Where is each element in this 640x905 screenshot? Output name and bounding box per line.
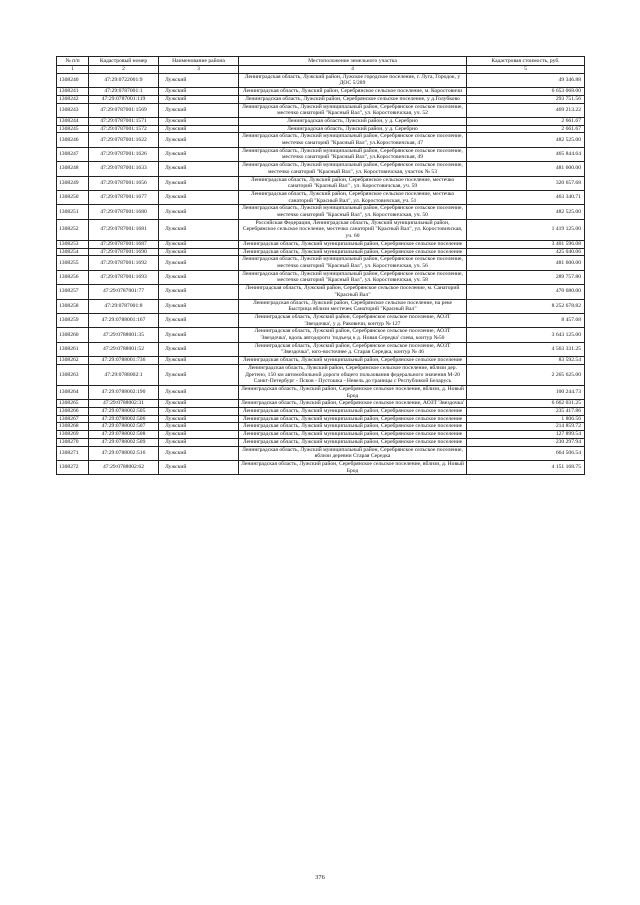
cadastral-number-cell: 47:29:0788002:506 — [89, 415, 159, 423]
district-name-cell: Лужский — [159, 385, 239, 399]
row-number-cell: 1308267 — [57, 415, 89, 423]
col-num-1: 1 — [57, 66, 89, 74]
table-row — [57, 431, 585, 439]
district-name-cell: Лужский — [159, 147, 239, 161]
location-cell: Ленинградская область, Лужский район, Серебрянское сельское поселение, вблизи, д. Новый Брод — [239, 460, 467, 474]
cadastral-cost-cell: 289 757.80 — [467, 270, 585, 284]
cadastral-cost-cell: 2 661.67 — [467, 125, 585, 133]
table-row — [57, 299, 585, 313]
row-number-cell: 1308242 — [57, 95, 89, 103]
cadastral-number-cell: 47:29:0787001:1690 — [89, 248, 159, 256]
cadastral-cost-cell: 235 417.86 — [467, 408, 585, 416]
cadastral-cost-cell: 469 213.22 — [467, 103, 585, 117]
location-cell: Ленинградская область, Лужский муниципальный район, Серебрянское сельское поселение, вблизи деревни Старая Середка — [239, 446, 467, 460]
table-row — [57, 205, 585, 219]
location-cell: Ленинградская область, Лужский муниципальный район, Серебрянское сельское поселение — [239, 438, 467, 446]
district-name-cell: Лужский — [159, 342, 239, 356]
table-row — [57, 103, 585, 117]
cadastral-cost-cell: 481 600.00 — [467, 162, 585, 176]
row-number-cell: 1308258 — [57, 299, 89, 313]
cadastral-cost-cell: 425 040.06 — [467, 248, 585, 256]
row-number-cell: 1308244 — [57, 117, 89, 125]
district-name-cell: Лужский — [159, 248, 239, 256]
table-row — [57, 285, 585, 299]
district-name-cell: Лужский — [159, 408, 239, 416]
location-cell: Ленинградская область, Лужский район, Серебрянское сельское поселение, АОЗТ 'Звездочка', вдоль автодороги 'подъезд к д. Новая Середка' слева, контур №50 — [239, 328, 467, 342]
cadastral-number-cell: 47:29:0787001:1 — [89, 88, 159, 96]
cadastral-number-cell: 47:29:0788002:62 — [89, 460, 159, 474]
table-row — [57, 415, 585, 423]
row-number-cell: 1308243 — [57, 103, 89, 117]
table-row — [57, 328, 585, 342]
cadastral-cost-cell: 481 600.00 — [467, 256, 585, 270]
row-number-cell: 1308255 — [57, 256, 89, 270]
cadastral-cost-cell: 463 340.71 — [467, 190, 585, 204]
table-row — [57, 385, 585, 399]
district-name-cell: Лужский — [159, 162, 239, 176]
table-row — [57, 400, 585, 408]
cadastral-cost-cell: 8 457.68 — [467, 313, 585, 327]
row-number-cell: 1308259 — [57, 313, 89, 327]
location-cell: Ленинградская область, Лужский район, Серебрянское сельское поселение, м. Коростовичи — [239, 88, 467, 96]
row-number-cell: 1308257 — [57, 285, 89, 299]
row-number-cell: 1308269 — [57, 431, 89, 439]
cadastral-number-cell: 47:29:0787001:1693 — [89, 270, 159, 284]
cadastral-number-cell: 47:29:0788002:505 — [89, 408, 159, 416]
cadastral-number-cell: 47:29:0787001:8 — [89, 299, 159, 313]
district-name-cell: Лужский — [159, 285, 239, 299]
location-cell: Ленинградская область, Лужский район, Серебрянское сельское поселение, местечко санаторий "Красный Вал", ул. Коростовичская, уч. 51 — [239, 190, 467, 204]
district-name-cell: Лужский — [159, 299, 239, 313]
district-name-cell: Лужский — [159, 95, 239, 103]
district-name-cell: Лужский — [159, 117, 239, 125]
district-name-cell: Лужский — [159, 270, 239, 284]
table-row — [57, 133, 585, 147]
col-num-4: 4 — [239, 66, 467, 74]
table-row — [57, 162, 585, 176]
cadastral-cost-cell: 214 859.72 — [467, 423, 585, 431]
row-number-cell: 1308240 — [57, 73, 89, 87]
row-number-cell: 1308241 — [57, 88, 89, 96]
row-number-cell: 1308272 — [57, 460, 89, 474]
cadastral-cost-cell: 320 657.68 — [467, 176, 585, 190]
cadastral-number-cell: 47:29:0787001:1681 — [89, 219, 159, 240]
district-name-cell: Лужский — [159, 313, 239, 327]
row-number-cell: 1308268 — [57, 423, 89, 431]
cadastral-cost-cell: 465 844.64 — [467, 147, 585, 161]
cadastral-number-cell: 47:29:0788002:516 — [89, 446, 159, 460]
cadastral-cost-cell: 1 806.56 — [467, 415, 585, 423]
cadastral-number-cell: 47:29:0788001:52 — [89, 342, 159, 356]
header-row — [57, 57, 585, 66]
table-body — [57, 73, 585, 475]
district-name-cell: Лужский — [159, 328, 239, 342]
district-name-cell: Лужский — [159, 256, 239, 270]
location-cell: Ленинградская область, Лужский муниципальный район, Серебрянское сельское поселение — [239, 248, 467, 256]
table-row — [57, 95, 585, 103]
cadastral-cost-cell: 482 525.00 — [467, 205, 585, 219]
table-row — [57, 240, 585, 248]
location-cell: Ленинградская область, Лужский муниципальный район, Серебрянское сельское поселение — [239, 408, 467, 416]
location-cell: Ленинградская область, Лужский муниципальный район, Серебрянское сельское поселение, местечко санаторий "Красный Вал", ул. Коростовичская, уч. 50 — [239, 205, 467, 219]
location-cell: Ленинградская область, Лужский район, Лужское городское поселение, г. Луга, Городок, у ДОС 5/289 — [239, 73, 467, 87]
table-row — [57, 248, 585, 256]
cadastral-number-cell: 47:29:0787001:1677 — [89, 190, 159, 204]
cadastral-cost-cell: 83 592.54 — [467, 357, 585, 365]
table-row — [57, 147, 585, 161]
district-name-cell: Лужский — [159, 133, 239, 147]
row-number-cell: 1308249 — [57, 176, 89, 190]
table-row — [57, 219, 585, 240]
district-name-cell: Лужский — [159, 240, 239, 248]
cadastral-cost-cell: 230 297.94 — [467, 438, 585, 446]
row-number-cell: 1308266 — [57, 408, 89, 416]
table-row — [57, 446, 585, 460]
cadastral-cost-cell: 2 265 625.00 — [467, 364, 585, 385]
location-cell: Ленинградская область, Лужский район, Серебрянское сельское поселение, АОЗТ 'Звездочка' — [239, 400, 467, 408]
district-name-cell: Лужский — [159, 73, 239, 87]
cadastral-cost-cell: 482 525.00 — [467, 133, 585, 147]
cadastral-number-cell: 47:29:0788002:31 — [89, 400, 159, 408]
cadastral-cost-cell: 6 662 031.25 — [467, 400, 585, 408]
table-row — [57, 423, 585, 431]
district-name-cell: Лужский — [159, 364, 239, 385]
table-row — [57, 190, 585, 204]
row-number-cell: 1308245 — [57, 125, 89, 133]
location-cell: Ленинградская область, Лужский муниципальный район, Серебрянское сельское поселение — [239, 357, 467, 365]
column-number-row — [57, 66, 585, 74]
location-cell: Ленинградская область, Лужский муниципальный район, Серебрянское сельское поселение, местечко санаторий "Красный Вал", ул. Коростовичская, уч. 56 — [239, 256, 467, 270]
district-name-cell: Лужский — [159, 400, 239, 408]
header-number: № п/п — [57, 57, 89, 66]
location-cell: Ленинградская область, Лужский муниципальный район, Серебрянское сельское поселение — [239, 240, 467, 248]
cadastral-cost-cell: 293 751.56 — [467, 95, 585, 103]
col-num-2: 2 — [89, 66, 159, 74]
cadastral-cost-cell: 8 252 678.82 — [467, 299, 585, 313]
district-name-cell: Лужский — [159, 460, 239, 474]
district-name-cell: Лужский — [159, 205, 239, 219]
location-cell: Ленинградская область, Лужский муниципальный район, Серебрянское сельское поселение — [239, 415, 467, 423]
row-number-cell: 1308271 — [57, 446, 89, 460]
header-cost: Кадастровая стоимость, руб. — [467, 57, 585, 66]
cadastral-number-cell: 47:29:0788002:1 — [89, 364, 159, 385]
cadastral-number-cell: 47:29:0788002:508 — [89, 431, 159, 439]
cadastral-value-table — [56, 56, 585, 475]
row-number-cell: 1308251 — [57, 205, 89, 219]
row-number-cell: 1308253 — [57, 240, 89, 248]
cadastral-cost-cell: 4 563 331.25 — [467, 342, 585, 356]
location-cell: Ленинградская область, Лужский муниципальный район, Серебрянское сельское поселение, местечко санаторий "Красный Вал", ул.Коростовичская, 49 — [239, 147, 467, 161]
district-name-cell: Лужский — [159, 125, 239, 133]
district-name-cell: Лужский — [159, 103, 239, 117]
cadastral-number-cell: 47:29:0787001:1687 — [89, 240, 159, 248]
cadastral-number-cell: 47:29:0788002:507 — [89, 423, 159, 431]
location-cell: Ленинградская область, Лужский район, Серебрянское сельское поселение, на реке Быстрица вблизи местечек Санаторий "Красный Вал" — [239, 299, 467, 313]
cadastral-number-cell: 47:29:0722001:9 — [89, 73, 159, 87]
cadastral-number-cell: 47:29:0787001:77 — [89, 285, 159, 299]
header-location: Местоположение земельного участка — [239, 57, 467, 66]
cadastral-cost-cell: 3 401 596.08 — [467, 240, 585, 248]
location-cell: Ленинградская область, Лужский район, Серебрянское сельское поселение, у д.Голубково — [239, 95, 467, 103]
row-number-cell: 1308263 — [57, 364, 89, 385]
row-number-cell: 1308247 — [57, 147, 89, 161]
location-cell: Ленинградская область, Лужский район, Серебрянское сельское поселение, вблизи дер. Дретено, 150 км автомобильной дороги общего пользования федерального значения М-20 Санкт-Петербург - Псков - Пустошка - Невель до границы с Республикой Беларусь — [239, 364, 467, 385]
district-name-cell: Лужский — [159, 438, 239, 446]
location-cell: Ленинградская область, Лужский муниципальный район, Серебрянское сельское поселение, местечко санаторий "Красный Вал", ул.Коростовичская, 47 — [239, 133, 467, 147]
location-cell: Ленинградская область, Лужский район, Серебрянское сельское поселение, вблизи, д. Новый Брод — [239, 385, 467, 399]
cadastral-cost-cell: 6 653 068.00 — [467, 88, 585, 96]
table-row — [57, 357, 585, 365]
row-number-cell: 1308260 — [57, 328, 89, 342]
location-cell: Ленинградская область, Лужский район, у д. Серебрно — [239, 117, 467, 125]
row-number-cell: 1308264 — [57, 385, 89, 399]
district-name-cell: Лужский — [159, 415, 239, 423]
row-number-cell: 1308254 — [57, 248, 89, 256]
cadastral-cost-cell: 1 419 125.00 — [467, 219, 585, 240]
cadastral-cost-cell: 2 661.67 — [467, 117, 585, 125]
table-row — [57, 313, 585, 327]
location-cell: Ленинградская область, Лужский муниципальный район, Серебрянское сельское поселение — [239, 431, 467, 439]
table-row — [57, 176, 585, 190]
location-cell: Ленинградская область, Лужский район, Серебрянское сельское поселение, местечко санаторий "Красный Вал" , ул. Коростовичская, уч. 59 — [239, 176, 467, 190]
header-district: Наименование района — [159, 57, 239, 66]
district-name-cell: Лужский — [159, 176, 239, 190]
col-num-5: 5 — [467, 66, 585, 74]
table-row — [57, 364, 585, 385]
table-row — [57, 73, 585, 87]
row-number-cell: 1308256 — [57, 270, 89, 284]
table-row — [57, 117, 585, 125]
table-row — [57, 88, 585, 96]
district-name-cell: Лужский — [159, 423, 239, 431]
cadastral-number-cell: 47:29:0788001:167 — [89, 313, 159, 327]
district-name-cell: Лужский — [159, 446, 239, 460]
table-row — [57, 125, 585, 133]
location-cell: Ленинградская область, Лужский муниципальный район, Серебрянское сельское поселение, местечко санаторий "Красный Вал", ул. Коростовичская, участок № 53 — [239, 162, 467, 176]
cadastral-table-container — [56, 56, 584, 475]
row-number-cell: 1308246 — [57, 133, 89, 147]
table-row — [57, 256, 585, 270]
cadastral-number-cell: 47:29:0787001:1622 — [89, 133, 159, 147]
location-cell: Ленинградская область, Лужский район, Серебрянское сельское поселение, м. Санаторий "Красный Вал" — [239, 285, 467, 299]
cadastral-number-cell: 47:29:0787001:1569 — [89, 103, 159, 117]
district-name-cell: Лужский — [159, 190, 239, 204]
cadastral-number-cell: 47:29:0787001:1633 — [89, 162, 159, 176]
row-number-cell: 1308270 — [57, 438, 89, 446]
table-row — [57, 438, 585, 446]
cadastral-number-cell: 47:29:0787001:1692 — [89, 256, 159, 270]
cadastral-number-cell: 47:29:0788002:190 — [89, 385, 159, 399]
cadastral-number-cell: 47:29:0788001:736 — [89, 357, 159, 365]
cadastral-cost-cell: 4 151 168.75 — [467, 460, 585, 474]
cadastral-cost-cell: 49 346.88 — [467, 73, 585, 87]
cadastral-number-cell: 47:29:0787001:1656 — [89, 176, 159, 190]
header-cadastral-number: Кадастровый номер — [89, 57, 159, 66]
table-row — [57, 270, 585, 284]
table-row — [57, 460, 585, 474]
row-number-cell: 1308250 — [57, 190, 89, 204]
cadastral-number-cell: 47:29:0788001:35 — [89, 328, 159, 342]
cadastral-cost-cell: 3 643 125.00 — [467, 328, 585, 342]
cadastral-number-cell: 47:29:0787001:1572 — [89, 125, 159, 133]
table-row — [57, 408, 585, 416]
row-number-cell: 1308261 — [57, 342, 89, 356]
cadastral-number-cell: 47:29:0787001:1680 — [89, 205, 159, 219]
cadastral-cost-cell: 100 244.73 — [467, 385, 585, 399]
row-number-cell: 1308265 — [57, 400, 89, 408]
location-cell: Ленинградская область, Лужский муниципальный район, Серебрянское сельское поселение, местечко санаторий "Красный Вал", ул. Коростовичская, уч. 58 — [239, 270, 467, 284]
cadastral-cost-cell: 664 506.54 — [467, 446, 585, 460]
page-number: 376 — [315, 874, 325, 881]
location-cell: Ленинградская область, Лужский район, Серебрянское сельское поселение, АОЗТ 'Звездочка', у д. Раковичи, контур № 127 — [239, 313, 467, 327]
row-number-cell: 1308252 — [57, 219, 89, 240]
location-cell: Российская Федерация, Ленинградская область, Лужский муниципальный район, Серебрянское сельское поселение, местечко санаторий "Красный Вал", ул. Коростовичская, уч. 60 — [239, 219, 467, 240]
district-name-cell: Лужский — [159, 88, 239, 96]
location-cell: Ленинградская область, Лужский муниципальный район, Серебрянское сельское поселение — [239, 423, 467, 431]
col-num-3: 3 — [159, 66, 239, 74]
cadastral-cost-cell: 470 680.00 — [467, 285, 585, 299]
cadastral-cost-cell: 127 899.54 — [467, 431, 585, 439]
location-cell: Ленинградская область, Лужский муниципальный район, Серебрянское сельское поселение, местечко санаторий "Красный Вал", ул. Коростовичская, уч. 52 — [239, 103, 467, 117]
cadastral-number-cell: 47:29:0787001:119 — [89, 95, 159, 103]
district-name-cell: Лужский — [159, 431, 239, 439]
district-name-cell: Лужский — [159, 357, 239, 365]
district-name-cell: Лужский — [159, 219, 239, 240]
cadastral-number-cell: 47:29:0788002:509 — [89, 438, 159, 446]
location-cell: Ленинградская область, Лужский район, Серебрянское сельское поселение, АОЗТ "Звездочка", юго-восточнее д. Старая Середка, контур № 46 — [239, 342, 467, 356]
cadastral-number-cell: 47:29:0787001:1571 — [89, 117, 159, 125]
row-number-cell: 1308262 — [57, 357, 89, 365]
location-cell: Ленинградская область, Лужский район, у д. Серебрно — [239, 125, 467, 133]
table-row — [57, 342, 585, 356]
row-number-cell: 1308248 — [57, 162, 89, 176]
cadastral-number-cell: 47:29:0787001:1626 — [89, 147, 159, 161]
